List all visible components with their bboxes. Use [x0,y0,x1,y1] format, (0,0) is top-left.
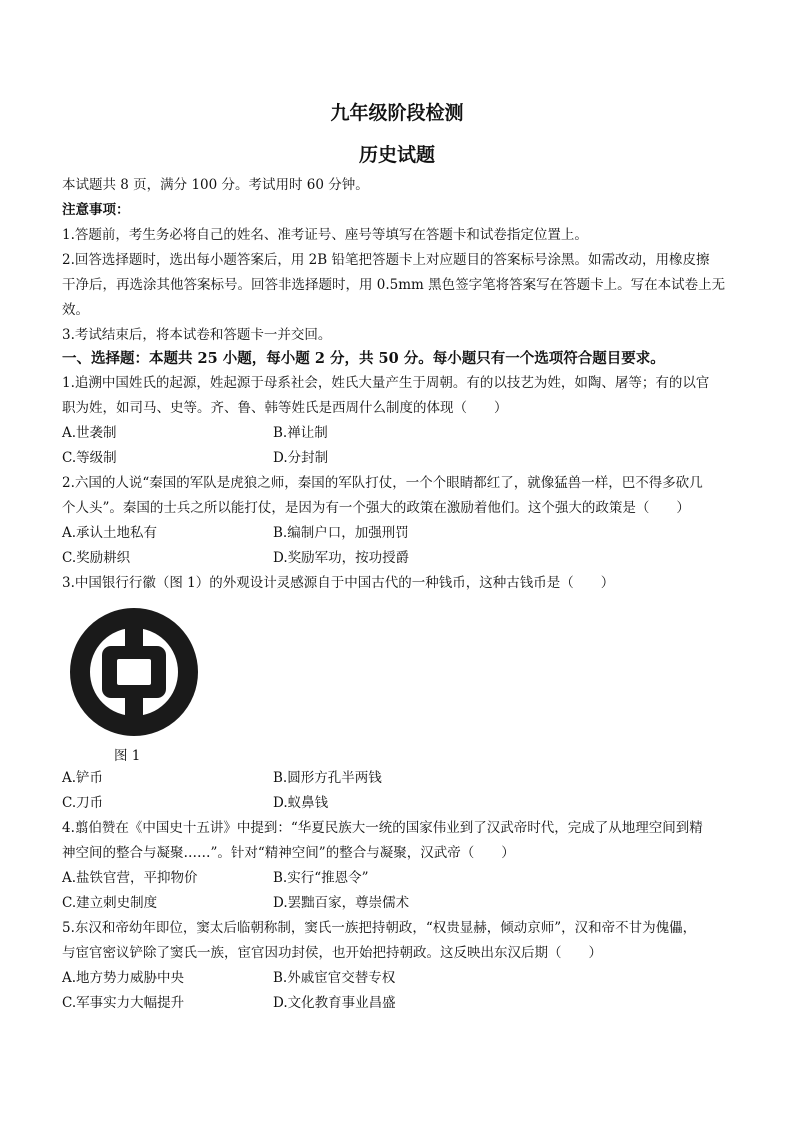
q2-option-c: C.奖励耕织 [62,550,131,566]
q3-option-b: B.圆形方孔半两钱 [273,770,382,786]
q5-stem-line-1: 5.东汉和帝幼年即位，窦太后临朝称制，窦氏一族把持朝政，“权贵显赫，倾动京师”，汉和帝不甘为傀儡， [62,920,697,936]
q4-option-b: B.实行“推恩令” [273,870,369,886]
q2-stem-line-1: 2.六国的人说“秦国的军队是虎狼之师，秦国的军队打仗，一个个眼睛都红了，就像猛兽一样，巴不得多砍几 [62,475,703,491]
q2-option-a: A.承认土地私有 [62,525,158,541]
q4-option-d: D.罢黜百家，尊崇儒术 [273,895,410,911]
note-2-line-2: 干净后，再选涂其他答案标号。回答非选择题时，用 0.5mm 黑色签字笔将答案写在答题卡上。写在本试卷上无 [62,277,726,293]
q1-stem-line-2: 职为姓，如司马、史等。齐、鲁、韩等姓氏是西周什么制度的体现（ ） [62,400,508,416]
q1-stem-line-1: 1.追溯中国姓氏的起源，姓起源于母系社会，姓氏大量产生于周朝。有的以技艺为姓，如陶、屠等；有的以官 [62,375,710,391]
q2-option-b: B.编制户口，加强刑罚 [273,525,409,541]
q2-stem-line-2: 个人头”。秦国的士兵之所以能打仗，是因为有一个强大的政策在激励着他们。这个强大的政策是（ ） [62,500,690,516]
exam-intro: 本试题共 8 页，满分 100 分。考试用时 60 分钟。 [62,177,369,193]
note-3: 3.考试结束后，将本试卷和答题卡一并交回。 [62,327,332,343]
q3-stem: 3.中国银行行徽（图 1）的外观设计灵感源自于中国古代的一种钱币，这种古钱币是（ ） [62,575,615,591]
exam-subtitle: 历史试题 [358,144,435,166]
q5-option-c: C.军事实力大幅提升 [62,995,185,1011]
q4-stem-line-2: 神空间的整合与凝聚……”。针对“精神空间”的整合与凝聚，汉武帝（ ） [62,845,515,861]
q2-option-d: D.奖励军功，按功授爵 [273,550,410,566]
q3-option-c: C.刀币 [62,795,104,811]
notes-heading: 注意事项： [62,202,130,218]
q1-option-d: D.分封制 [273,450,329,466]
q1-option-c: C.等级制 [62,450,117,466]
q3-option-d: D.蚁鼻钱 [273,795,329,811]
q4-option-c: C.建立刺史制度 [62,895,158,911]
note-2-line-1: 2.回答选择题时，选出每小题答案后，用 2B 铅笔把答题卡上对应题目的答案标号涂黑。如需改动，用橡皮擦 [62,252,710,268]
q1-option-b: B.禅让制 [273,425,328,441]
q5-option-d: D.文化教育事业昌盛 [273,995,396,1011]
exam-title: 九年级阶段检测 [330,102,464,124]
figure-caption: 图 1 [114,748,141,764]
note-1: 1.答题前，考生务必将自己的姓名、准考证号、座号等填写在答题卡和试卷指定位置上。 [62,227,588,243]
q4-stem-line-1: 4.翦伯赞在《中国史十五讲》中提到：“华夏民族大一统的国家伟业到了汉武帝时代，完成了从地理空间到精 [62,820,703,836]
q3-option-a: A.铲币 [62,770,104,786]
note-2-line-3: 效。 [62,302,89,318]
q5-option-b: B.外戚宦官交替专权 [273,970,396,986]
q5-option-a: A.地方势力威胁中央 [62,970,185,986]
bank-of-china-logo-image [64,602,204,742]
q1-option-a: A.世袭制 [62,425,117,441]
q5-stem-line-2: 与宦官密议铲除了窦氏一族，宦官因功封侯，也开始把持朝政。这反映出东汉后期（ ） [62,945,602,961]
q4-option-a: A.盐铁官营，平抑物价 [62,870,198,886]
section-heading: 一、选择题：本题共 25 小题，每小题 2 分，共 50 分。每小题只有一个选项符合题目要求。 [62,350,665,367]
